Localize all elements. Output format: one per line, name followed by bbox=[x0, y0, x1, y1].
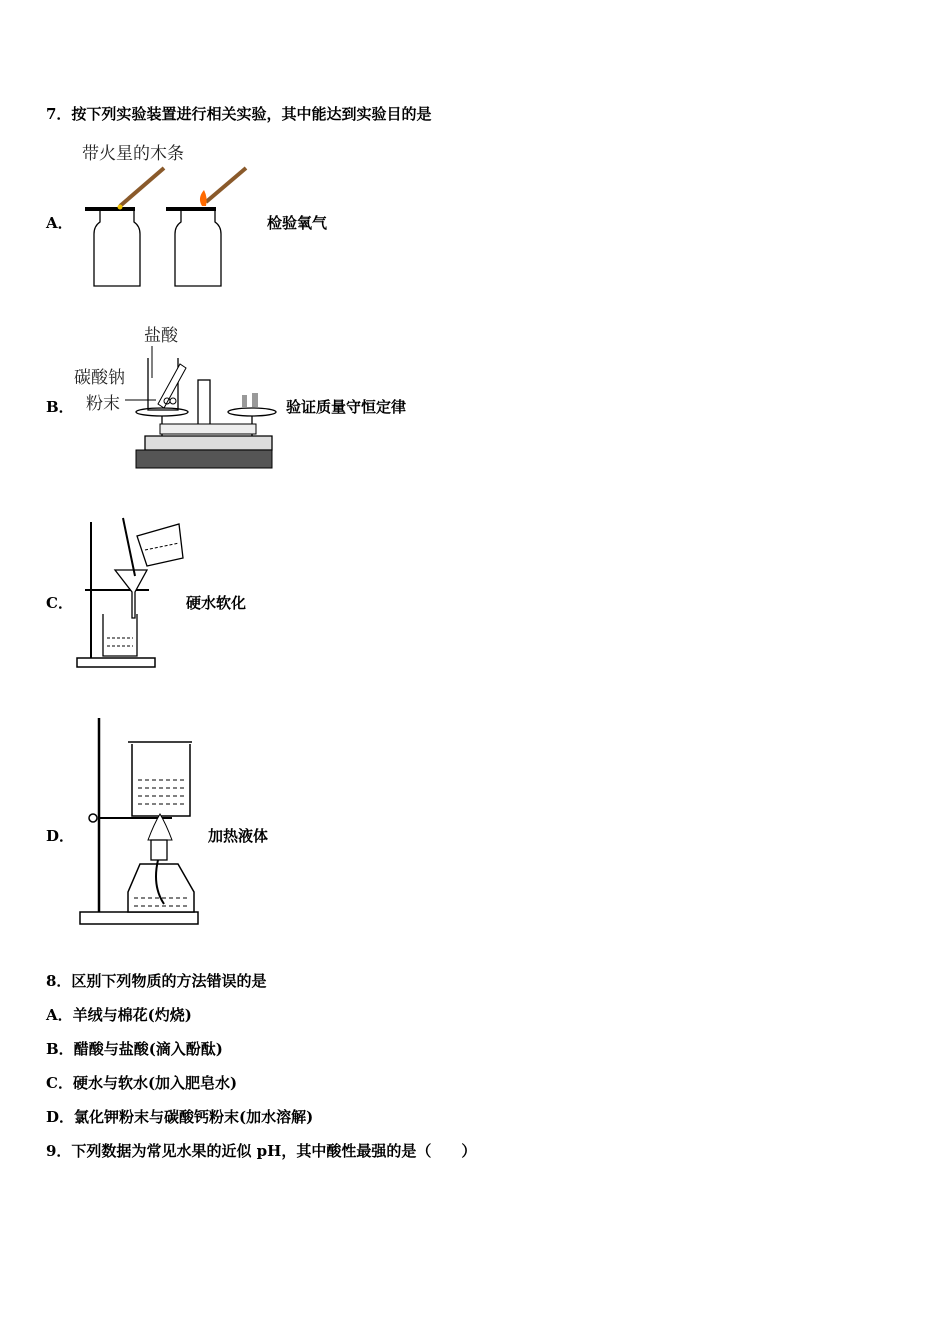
weight-2 bbox=[252, 393, 258, 407]
glass-cover-left bbox=[85, 207, 135, 211]
lamp-wick-holder bbox=[151, 840, 167, 860]
alcohol-lamp bbox=[128, 864, 194, 912]
q7-option-c-letter: C． bbox=[46, 594, 73, 612]
beaker bbox=[128, 742, 192, 816]
q7-option-d-letter: D． bbox=[46, 827, 75, 845]
question-7-stem: 7．按下列实验装置进行相关实验，其中能达到实验目的是 bbox=[46, 105, 432, 123]
weight-1 bbox=[242, 395, 247, 407]
stand-base bbox=[77, 658, 155, 667]
glowing-splint-label: 带火星的木条 bbox=[82, 144, 184, 164]
left-pan bbox=[136, 408, 188, 416]
q7-option-b-letter: B． bbox=[46, 398, 74, 416]
q8-option-a bbox=[46, 1004, 192, 1025]
balance-beam bbox=[160, 424, 256, 434]
q8-option-a-letter: A． bbox=[46, 1006, 73, 1024]
splint-tip-left bbox=[118, 205, 123, 210]
q8-option-c bbox=[46, 1072, 237, 1093]
funnel bbox=[115, 570, 147, 618]
question-9-stem: 9．下列数据为常见水果的近似 pH，其中酸性最强的是（ ） bbox=[46, 1142, 477, 1160]
question-8-stem: 8．区别下列物质的方法错误的是 bbox=[46, 972, 267, 990]
pouring-beaker bbox=[137, 524, 183, 566]
q7-option-d-desc: 加热液体 bbox=[208, 827, 269, 845]
q8-option-b-text: 醋酸与盐酸(滴入酚酞) bbox=[73, 1040, 223, 1058]
q7-option-c-figure bbox=[75, 518, 190, 670]
q8-option-a-text: 羊绒与棉花(灼烧) bbox=[72, 1006, 192, 1024]
q7-option-a-figure bbox=[80, 140, 260, 290]
q8-option-d bbox=[46, 1106, 313, 1127]
powder-label: 粉末 bbox=[86, 394, 120, 414]
balance-pillar bbox=[198, 380, 210, 426]
q7-option-c-desc: 硬水软化 bbox=[186, 594, 247, 612]
q8-option-d-letter: D． bbox=[46, 1108, 75, 1126]
q7-option-b-desc: 验证质量守恒定律 bbox=[286, 398, 407, 416]
glass-rod bbox=[123, 518, 135, 576]
sodium-carbonate-label: 碳酸钠 bbox=[74, 368, 125, 388]
balance-base bbox=[136, 450, 272, 468]
q7-option-b-figure bbox=[70, 318, 280, 470]
gas-bottle-right bbox=[175, 211, 221, 286]
right-pan bbox=[228, 408, 276, 416]
q7-option-d-figure bbox=[78, 716, 203, 928]
stand-base bbox=[80, 912, 198, 924]
hydrochloric-acid-label: 盐酸 bbox=[144, 326, 178, 346]
splint-right bbox=[206, 168, 246, 202]
q8-option-d-text: 氯化钾粉末与碳酸钙粉末(加水溶解) bbox=[74, 1108, 314, 1126]
flame bbox=[200, 190, 207, 206]
receiving-beaker bbox=[103, 614, 137, 656]
test-tube bbox=[158, 364, 186, 408]
q7-option-a-letter: A． bbox=[46, 214, 73, 232]
gas-bottle-left bbox=[94, 211, 140, 286]
q8-option-c-text: 硬水与软水(加入肥皂水) bbox=[72, 1074, 238, 1092]
splint-left bbox=[120, 168, 164, 206]
q8-option-c-letter: C． bbox=[46, 1074, 73, 1092]
q7-option-a-desc: 检验氧气 bbox=[267, 214, 328, 232]
q8-option-b-letter: B． bbox=[46, 1040, 74, 1058]
q8-option-b bbox=[46, 1038, 223, 1059]
glass-cover-right bbox=[166, 207, 216, 211]
